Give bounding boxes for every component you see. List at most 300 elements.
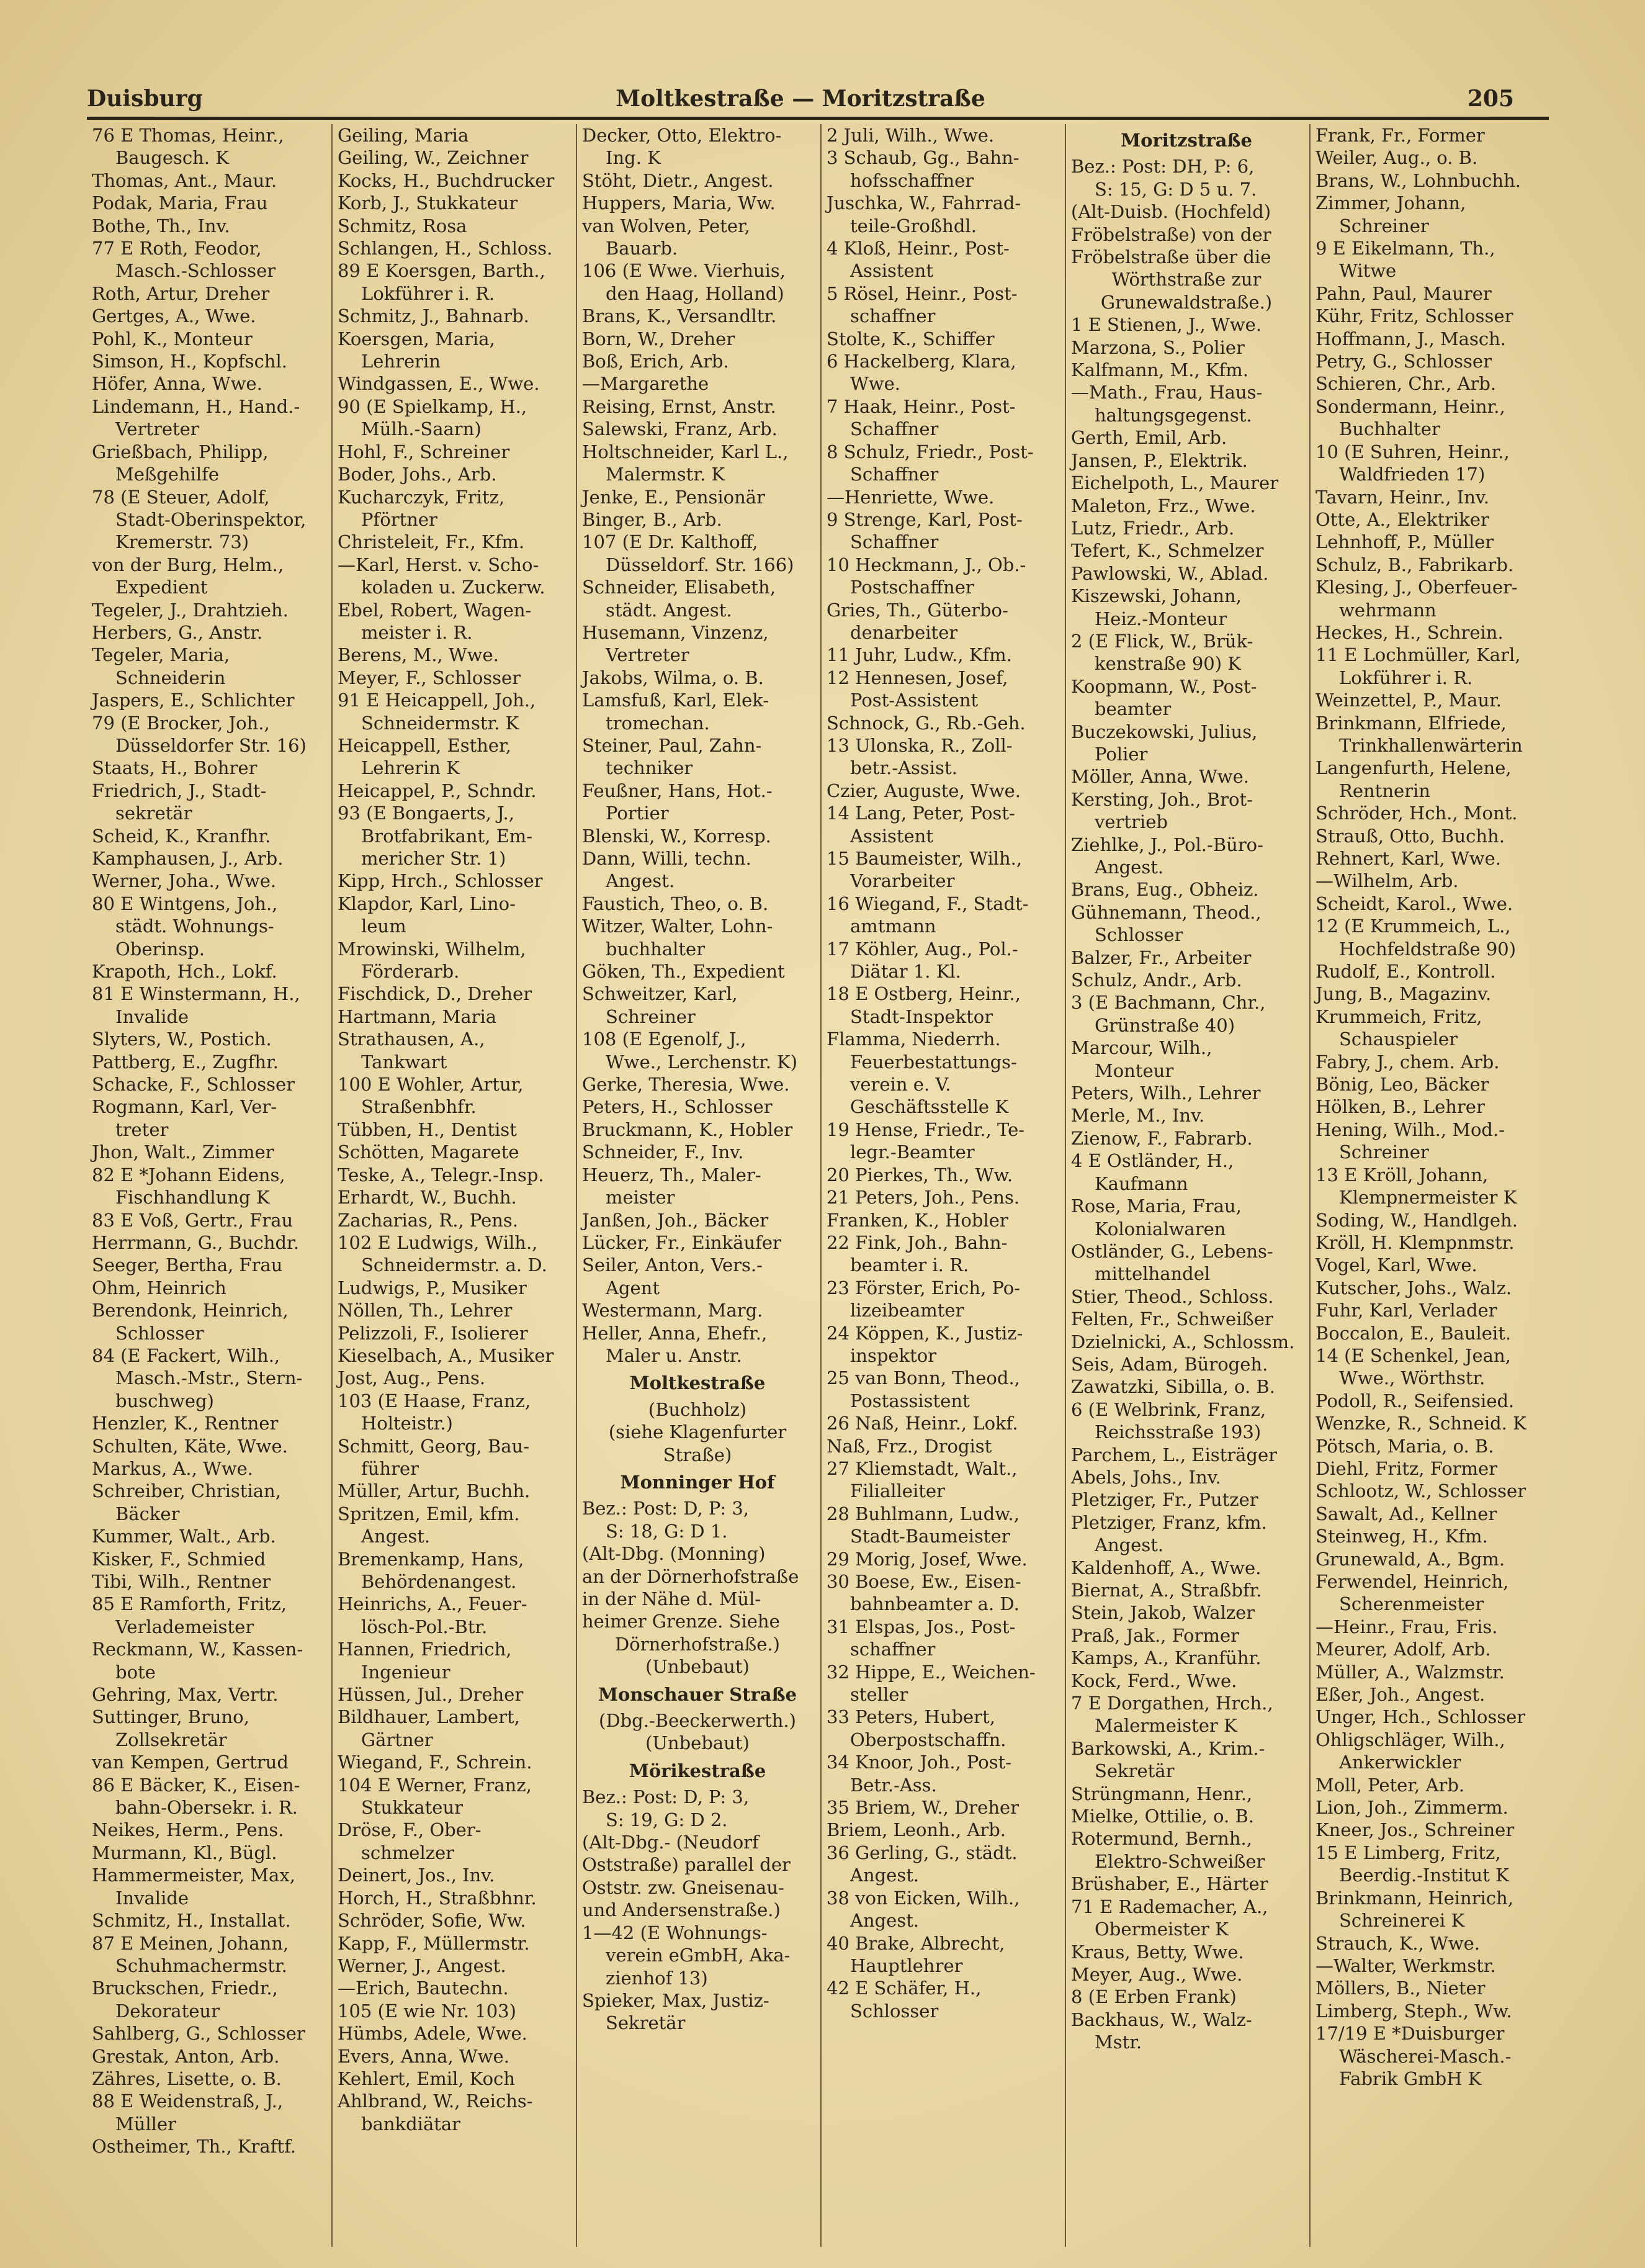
directory-line: Holteistr.) (361, 1413, 453, 1434)
directory-line: Hoffmann, J., Masch. (1316, 328, 1506, 349)
directory-line: Limberg, Steph., Ww. (1316, 2000, 1512, 2022)
directory-line: Stier, Theod., Schloss. (1071, 1285, 1274, 1307)
directory-line: Schneider, Elisabeth, (582, 577, 776, 598)
directory-line: Stein, Jakob, Walzer (1071, 1602, 1255, 1624)
directory-line: Kehlert, Emil, Koch (338, 2068, 516, 2089)
directory-line: in der Nähe d. Mül- (582, 1588, 761, 1609)
directory-line: Pawlowski, W., Ablad. (1071, 562, 1269, 584)
directory-line: Soding, W., Handlgeh. (1316, 1209, 1518, 1231)
directory-line: 71 E Rademacher, A., (1071, 1896, 1268, 1917)
directory-line: 12 Hennesen, Josef, (827, 667, 1008, 688)
directory-line: Hümbs, Adele, Wwe. (338, 2023, 527, 2045)
directory-line: Müller, A., Walzmstr. (1316, 1661, 1505, 1683)
directory-line: S: 18, G: D 1. (606, 1520, 728, 1542)
directory-line: 93 (E Bongaerts, J., (338, 803, 514, 824)
directory-line: Kucharczyk, Fritz, (338, 486, 505, 508)
directory-line: Invalide (115, 1006, 189, 1027)
directory-line: Bremenkamp, Hans, (338, 1548, 524, 1570)
directory-line: Lehrerin K (361, 757, 460, 779)
directory-line: Markus, A., Wwe. (92, 1457, 254, 1479)
directory-line: Tankwart (361, 1051, 447, 1073)
directory-line: Trinkhallenwärterin (1339, 734, 1523, 756)
directory-line: 3 Schaub, Gg., Bahn- (827, 147, 1020, 169)
directory-line: Hochfeldstraße 90) (1339, 938, 1517, 960)
directory-line: betr.-Assist. (850, 757, 957, 779)
directory-line: Langenfurth, Helene, (1316, 757, 1512, 779)
directory-line: Friedrich, J., Stadt- (92, 780, 267, 801)
directory-line: Praß, Jak., Former (1071, 1624, 1239, 1646)
directory-line: Tibi, Wilh., Rentner (92, 1571, 271, 1592)
directory-line: 9 E Eikelmann, Th., (1316, 238, 1495, 259)
directory-line: (Dbg.-Beeckerwerth.) (599, 1710, 796, 1732)
directory-line: 6 Hackelberg, Klara, (827, 351, 1016, 372)
directory-line: Bruckschen, Friedr., (92, 1978, 278, 1999)
directory-line: Herrmann, G., Buchdr. (92, 1231, 299, 1253)
column-6 (1309, 124, 1551, 2247)
directory-line: Meurer, Adolf, Arb. (1316, 1639, 1491, 1660)
directory-line: Postassistent (850, 1390, 970, 1411)
directory-line: Scherenmeister (1339, 1593, 1484, 1615)
directory-line: Malermstr. K (606, 464, 725, 485)
directory-line: —Heinr., Frau, Fris. (1316, 1616, 1498, 1637)
directory-line: van Kempen, Gertrud (92, 1752, 289, 1773)
directory-line: Klapdor, Karl, Lino- (338, 893, 516, 914)
directory-line: Schaffner (850, 418, 939, 440)
directory-line: 4 E Ostländer, H., (1071, 1150, 1234, 1172)
directory-line: Stadt-Oberinspektor, (115, 508, 307, 530)
column-2 (331, 124, 573, 2247)
directory-line: Feußner, Hans, Hot.- (582, 780, 773, 801)
directory-line: Flamma, Niederrh. (827, 1028, 1001, 1050)
directory-line: Meyer, F., Schlosser (338, 667, 521, 688)
directory-line: Brans, Eug., Obheiz. (1071, 879, 1259, 901)
directory-line: Geiling, W., Zeichner (338, 147, 529, 169)
street-heading: Monninger Hof (620, 1471, 775, 1493)
directory-line: Förderarb. (361, 961, 460, 983)
directory-line: Naß, Frz., Drogist (827, 1435, 992, 1457)
street-heading: Monschauer Straße (598, 1683, 797, 1705)
directory-line: Möller, Anna, Wwe. (1071, 766, 1250, 788)
directory-line: Salewski, Franz, Arb. (582, 418, 778, 440)
directory-line: städt. Wohnungs- (115, 916, 274, 937)
directory-line: Düsseldorfer Str. 16) (115, 734, 307, 756)
directory-line: Fröbelstraße) von der (1071, 223, 1271, 245)
directory-line: Maler u. Anstr. (606, 1344, 742, 1366)
directory-line: zienhof 13) (606, 1967, 708, 1989)
directory-line: 30 Boese, Ew., Eisen- (827, 1571, 1021, 1592)
directory-line: 82 E *Johann Eidens, (92, 1164, 285, 1186)
directory-line: Fabrik GmbH K (1339, 2068, 1482, 2089)
directory-line: an der Dörnerhofstraße (582, 1565, 799, 1587)
directory-line: 100 E Wohler, Artur, (338, 1074, 524, 1096)
directory-line: Tavarn, Heinr., Inv. (1316, 486, 1490, 508)
directory-line: Stolte, K., Schiffer (827, 328, 995, 349)
directory-line: Vogel, Karl, Wwe. (1316, 1254, 1477, 1276)
directory-line: 3 (E Bachmann, Chr., (1071, 992, 1266, 1014)
directory-line: Wenzke, R., Schneid. K (1316, 1413, 1526, 1434)
directory-line: 78 (E Steuer, Adolf, (92, 486, 270, 508)
directory-line: 22 Fink, Joh., Bahn- (827, 1231, 1008, 1253)
directory-line: 18 E Ostberg, Heinr., (827, 983, 1021, 1005)
directory-line: Schauspieler (1339, 1028, 1458, 1050)
directory-line: Düsseldorf. Str. 166) (606, 554, 794, 575)
directory-line: Jakobs, Wilma, o. B. (582, 667, 764, 688)
directory-line: Ingenieur (361, 1661, 450, 1683)
directory-line: kenstraße 90) K (1095, 653, 1241, 675)
directory-line: buchhalter (606, 938, 706, 960)
directory-line: Schneidermstr. a. D. (361, 1254, 547, 1276)
directory-line: Wwe., Wörthstr. (1339, 1367, 1486, 1389)
directory-line: Kneer, Jos., Schreiner (1316, 1819, 1515, 1841)
directory-line: bahnbeamter a. D. (850, 1593, 1020, 1615)
directory-line: Kraus, Betty, Wwe. (1071, 1941, 1244, 1963)
directory-line: Oberpostschaffn. (850, 1729, 1006, 1750)
directory-line: Boccalon, E., Bauleit. (1316, 1322, 1512, 1344)
directory-line: Hölken, B., Lehrer (1316, 1096, 1485, 1118)
directory-line: Kummer, Walt., Arb. (92, 1526, 276, 1547)
directory-line: Seeger, Bertha, Frau (92, 1254, 283, 1276)
directory-line: Sekretär (1095, 1760, 1175, 1782)
directory-line: Huppers, Maria, Ww. (582, 192, 776, 214)
directory-line: Henzler, K., Rentner (92, 1413, 279, 1434)
directory-line: Schacke, F., Schlosser (92, 1074, 295, 1096)
directory-line: Podoll, R., Seifensied. (1316, 1390, 1515, 1411)
directory-line: Bönig, Leo, Bäcker (1316, 1074, 1489, 1096)
directory-line: 103 (E Haase, Franz, (338, 1390, 531, 1411)
directory-line: Horch, H., Straßbhnr. (338, 1887, 537, 1909)
directory-line: Decker, Otto, Elektro- (582, 125, 782, 146)
directory-line: Pötsch, Maria, o. B. (1316, 1435, 1494, 1457)
directory-line: Masch.-Schlosser (115, 260, 276, 282)
directory-line: leum (361, 916, 406, 937)
directory-line: (Alt-Dbg.- (Neudorf (582, 1832, 759, 1853)
directory-line: Rotermund, Bernh., (1071, 1828, 1252, 1850)
directory-line: Schulz, B., Fabrikarb. (1316, 554, 1514, 575)
directory-line: Kolonialwaren (1095, 1218, 1226, 1240)
directory-line: heimer Grenze. Siehe (582, 1611, 780, 1632)
directory-line: Hannen, Friedrich, (338, 1639, 512, 1660)
directory-line: 10 (E Suhren, Heinr., (1316, 441, 1510, 462)
directory-line: tromechan. (606, 712, 710, 734)
directory-line: —Erich, Bautechn. (338, 1978, 509, 1999)
directory-line: Jaspers, E., Schlichter (92, 690, 295, 711)
directory-line: Heicappell, Esther, (338, 734, 511, 756)
directory-line: Podak, Maria, Frau (92, 192, 268, 214)
directory-line: Beerdig.-Institut K (1339, 1865, 1509, 1886)
directory-line: —Walter, Werkmstr. (1316, 1955, 1496, 1976)
directory-line: Schmitz, Rosa (338, 215, 467, 236)
directory-line: schaffner (850, 1639, 936, 1660)
directory-line: Schreiner (1339, 215, 1429, 236)
directory-line: Merle, M., Inv. (1071, 1105, 1205, 1127)
directory-line: Geschäftsstelle K (850, 1096, 1008, 1118)
directory-line: Mielke, Ottilie, o. B. (1071, 1806, 1254, 1827)
directory-line: Ohm, Heinrich (92, 1277, 226, 1298)
directory-line: Obermeister K (1095, 1919, 1229, 1940)
directory-line: Weinzettel, P., Maur. (1316, 690, 1502, 711)
directory-line: Lokführer i. R. (361, 282, 495, 304)
directory-line: Schlootz, W., Schlosser (1316, 1480, 1526, 1502)
directory-line: Vorarbeiter (850, 870, 955, 892)
directory-line: Steinweg, H., Kfm. (1316, 1526, 1488, 1547)
directory-line: bahn-Obersekr. i. R. (115, 1797, 298, 1819)
directory-line: Gühnemann, Theod., (1071, 901, 1262, 923)
directory-line: Schaffner (850, 464, 939, 485)
directory-line: Dekorateur (115, 2000, 220, 2022)
directory-line: Erhardt, W., Buchh. (338, 1187, 517, 1208)
directory-line: 1—42 (E Wohnungs- (582, 1922, 768, 1943)
directory-line: Zienow, F., Fabrarb. (1071, 1127, 1253, 1149)
directory-line: Lehrerin (361, 351, 441, 372)
directory-line: 104 E Werner, Franz, (338, 1774, 532, 1796)
directory-line: 14 Lang, Peter, Post- (827, 803, 1015, 824)
directory-line: Oberinsp. (115, 938, 205, 960)
directory-line: Sahlberg, G., Schlosser (92, 2023, 305, 2045)
directory-line: 32 Hippe, E., Weichen- (827, 1661, 1036, 1683)
directory-line: Oststraße) parallel der (582, 1854, 791, 1876)
directory-line: bankdiätar (361, 2113, 461, 2135)
directory-line: Heicappel, P., Schndr. (338, 780, 537, 801)
directory-line: 15 E Limberg, Fritz, (1316, 1842, 1501, 1863)
directory-line: 85 E Ramforth, Fritz, (92, 1593, 287, 1615)
directory-line: Lokführer i. R. (1339, 667, 1473, 688)
directory-line: Strauch, K., Wwe. (1316, 1932, 1481, 1954)
directory-line: Kapp, F., Müllermstr. (338, 1932, 530, 1954)
directory-line: 8 (E Erben Frank) (1071, 1986, 1237, 2008)
directory-line: Diehl, Fritz, Former (1316, 1457, 1498, 1479)
directory-line: Meyer, Aug., Wwe. (1071, 1963, 1243, 1985)
directory-line: Schreiner (606, 1006, 696, 1027)
directory-line: 38 von Eicken, Wilh., (827, 1887, 1020, 1909)
directory-line: Steiner, Paul, Zahn- (582, 734, 762, 756)
directory-line: Möllers, B., Nieter (1316, 1978, 1486, 1999)
directory-line: Christeleit, Fr., Kfm. (338, 531, 525, 553)
directory-line: 36 Gerling, G., städt. (827, 1842, 1018, 1863)
directory-line: Born, W., Dreher (582, 328, 735, 349)
directory-line: —Math., Frau, Haus- (1071, 382, 1263, 403)
directory-line: 31 Elspas, Jos., Post- (827, 1616, 1016, 1637)
directory-line: (Unbebaut) (645, 1732, 750, 1754)
directory-line: Tübben, H., Dentist (338, 1118, 517, 1140)
directory-line: 102 E Ludwigs, Wilh., (338, 1231, 538, 1253)
directory-line: Thomas, Ant., Maur. (92, 169, 277, 191)
directory-line: Meßgehilfe (115, 464, 220, 485)
directory-line: Post-Assistent (850, 690, 979, 711)
directory-line: 83 E Voß, Gertr., Frau (92, 1209, 294, 1231)
directory-line: 24 Köppen, K., Justiz- (827, 1322, 1023, 1344)
directory-line: 23 Förster, Erich, Po- (827, 1277, 1021, 1298)
directory-line: Brinkmann, Elfriede, (1316, 712, 1507, 734)
directory-line: Staats, H., Bohrer (92, 757, 258, 779)
directory-line: Kamphausen, J., Arb. (92, 848, 284, 869)
directory-line: 7 Haak, Heinr., Post- (827, 395, 1016, 417)
directory-line: Schröder, Hch., Mont. (1316, 803, 1518, 824)
directory-line: Polier (1095, 743, 1148, 765)
directory-line: Feuerbestattungs- (850, 1051, 1017, 1073)
directory-line: 19 Hense, Friedr., Te- (827, 1118, 1025, 1140)
directory-line: Vertreter (606, 644, 689, 666)
directory-line: Abels, Johs., Inv. (1071, 1466, 1221, 1488)
directory-line: sekretär (115, 803, 192, 824)
directory-line: Mrowinski, Wilhelm, (338, 938, 526, 960)
directory-line: S: 19, G: D 2. (606, 1809, 728, 1830)
directory-line: Angest. (1095, 1534, 1164, 1556)
directory-line: Maleton, Frz., Wwe. (1071, 495, 1256, 516)
directory-line: bote (115, 1661, 156, 1683)
directory-line: Ankerwickler (1339, 1752, 1461, 1773)
directory-line: Schuhmachermstr. (115, 1955, 287, 1976)
directory-line: Fischhandlung K (115, 1187, 270, 1208)
directory-line: Brans, W., Lohnbuchh. (1316, 169, 1521, 191)
directory-line: Strauß, Otto, Buchh. (1316, 825, 1505, 847)
directory-line: Hammermeister, Max, (92, 1865, 295, 1886)
directory-line: Rudolf, E., Kontroll. (1316, 961, 1496, 983)
directory-line: Heiz.-Monteur (1095, 608, 1227, 629)
directory-line: Betr.-Ass. (850, 1774, 937, 1796)
directory-line: 28 Buhlmann, Ludw., (827, 1503, 1020, 1524)
directory-line: Ferwendel, Heinrich, (1316, 1571, 1509, 1592)
directory-line: Kremerstr. 73) (115, 531, 249, 553)
directory-line: Kersting, Joh., Brot- (1071, 788, 1253, 810)
column-3 (576, 124, 818, 2247)
directory-line: 11 E Lochmüller, Karl, (1316, 644, 1521, 666)
directory-line: —Wilhelm, Arb. (1316, 870, 1459, 892)
directory-line: 2 (E Flick, W., Brük- (1071, 630, 1253, 652)
directory-line: Kalfmann, M., Kfm. (1071, 359, 1249, 381)
directory-line: Schreiner (1339, 1141, 1429, 1163)
directory-line: Waldfrieden 17) (1339, 464, 1486, 485)
directory-line: Blenski, W., Korresp. (582, 825, 771, 847)
directory-line: Oststr. zw. Gneisenau- (582, 1876, 784, 1898)
directory-line: Schlosser (850, 2000, 939, 2022)
directory-line: den Haag, Holland) (606, 282, 784, 304)
directory-line: Otte, A., Elektriker (1316, 508, 1489, 530)
directory-line: —Henriette, Wwe. (827, 486, 995, 508)
directory-line: Hartmann, Maria (338, 1006, 497, 1027)
directory-line: Berens, M., Wwe. (338, 644, 499, 666)
directory-line: Gerth, Emil, Arb. (1071, 427, 1227, 449)
directory-line: Rentnerin (1339, 780, 1430, 801)
directory-line: 107 (E Dr. Kalthoff, (582, 531, 758, 553)
directory-line: Brinkmann, Heinrich, (1316, 1887, 1513, 1909)
directory-line: Wörthstraße zur (1111, 269, 1262, 290)
directory-line: Strathausen, A., (338, 1028, 485, 1050)
directory-line: Faustich, Theo, o. B. (582, 893, 769, 914)
directory-line: Vertreter (115, 418, 199, 440)
directory-line: Weiler, Aug., o. B. (1316, 147, 1478, 169)
directory-line: 14 (E Schenkel, Jean, (1316, 1344, 1511, 1366)
directory-line: Hening, Wilh., Mod.- (1316, 1118, 1505, 1140)
directory-line: Schieren, Chr., Arb. (1316, 373, 1497, 395)
directory-line: verein e. V. (850, 1074, 951, 1096)
directory-line: Fischdick, D., Dreher (338, 983, 532, 1005)
directory-line: techniker (606, 757, 693, 779)
directory-line: Koopmann, W., Post- (1071, 675, 1257, 697)
directory-line: lizeibeamter (850, 1300, 964, 1321)
directory-line: Buchhalter (1339, 418, 1440, 440)
directory-line: (Buchholz) (648, 1398, 747, 1420)
directory-line: Assistent (850, 260, 934, 282)
directory-line: Kamps, A., Kranführ. (1071, 1647, 1262, 1669)
directory-line: Ing. K (606, 147, 661, 169)
directory-line: Moll, Peter, Arb. (1316, 1774, 1465, 1796)
directory-line: Berendonk, Heinrich, (92, 1300, 289, 1321)
directory-line: Masch.-Mstr., Stern- (115, 1367, 303, 1389)
directory-line: 80 E Wintgens, Joh., (92, 893, 278, 914)
directory-line: Grunewald, A., Bgm. (1316, 1548, 1505, 1570)
directory-line: Korb, J., Stukkateur (338, 192, 518, 214)
directory-line: Unger, Hch., Schlosser (1316, 1706, 1526, 1728)
directory-line: Invalide (115, 1887, 189, 1909)
directory-line: 25 van Bonn, Theod., (827, 1367, 1020, 1389)
directory-line: Deinert, Jos., Inv. (338, 1865, 495, 1886)
directory-line: —Margarethe (582, 373, 709, 395)
header-street-range: Moltkestraße — Moritzstraße (616, 86, 985, 112)
directory-line: Schmitz, J., Bahnarb. (338, 305, 529, 327)
directory-line: Gehring, Max, Vertr. (92, 1684, 279, 1706)
directory-line: Heinrichs, A., Feuer- (338, 1593, 527, 1615)
directory-line: und Andersenstraße.) (582, 1899, 781, 1921)
page-number: 205 (1467, 86, 1514, 112)
directory-line: Zimmer, Johann, (1316, 192, 1466, 214)
directory-line: Zollsekretär (115, 1729, 227, 1750)
directory-line: Lücker, Fr., Einkäufer (582, 1231, 781, 1253)
directory-line: Göken, Th., Expedient (582, 961, 785, 983)
directory-line: Biernat, A., Straßbfr. (1071, 1580, 1262, 1601)
page-header (87, 86, 1514, 115)
directory-line: Hauptlehrer (850, 1955, 963, 1976)
directory-line: Mstr. (1095, 2032, 1142, 2053)
directory-line: Rose, Maria, Frau, (1071, 1195, 1242, 1217)
directory-line: 1 E Stienen, J., Wwe. (1071, 314, 1262, 336)
directory-line: Grünstraße 40) (1095, 1014, 1235, 1036)
directory-line: koladen u. Zuckerw. (361, 577, 545, 598)
directory-line: 89 E Koersgen, Barth., (338, 260, 545, 282)
directory-line: Ohligschläger, Wilh., (1316, 1729, 1505, 1750)
directory-line: Wäscherei-Masch.- (1339, 2045, 1512, 2067)
directory-line: 11 Juhr, Ludw., Kfm. (827, 644, 1012, 666)
directory-line: lösch-Pol.-Btr. (361, 1616, 488, 1637)
directory-line: 27 Kliemstadt, Walt., (827, 1457, 1018, 1479)
directory-line: Dann, Willi, techn. (582, 848, 751, 869)
directory-line: Zawatzki, Sibilla, o. B. (1071, 1376, 1275, 1398)
directory-line: Lion, Joh., Zimmerm. (1316, 1797, 1508, 1819)
directory-line: Slyters, W., Postich. (92, 1028, 272, 1050)
directory-line: beamter (1095, 698, 1172, 720)
directory-line: Janßen, Joh., Bäcker (582, 1209, 769, 1231)
directory-line: Kiszewski, Johann, (1071, 585, 1242, 607)
directory-line: 16 Wiegand, F., Stadt- (827, 893, 1029, 914)
directory-line: Brotfabrikant, Em- (361, 825, 533, 847)
directory-line: Schmitz, H., Installat. (92, 1910, 291, 1932)
directory-line: Heller, Anna, Ehefr., (582, 1322, 768, 1344)
directory-line: Scheidt, Karol., Wwe. (1316, 893, 1513, 914)
directory-line: 10 Heckmann, J., Ob.- (827, 554, 1026, 575)
directory-line: Kipp, Hrch., Schlosser (338, 870, 543, 892)
directory-line: Schneiderin (115, 667, 226, 688)
directory-line: hofsschaffner (850, 169, 974, 191)
directory-line: Gärtner (361, 1729, 433, 1750)
directory-line: Fuhr, Karl, Verlader (1316, 1300, 1497, 1321)
directory-line: Postschaffner (850, 577, 974, 598)
directory-line: 17/19 E *Duisburger (1316, 2023, 1505, 2045)
directory-line: Eichelpoth, L., Maurer (1071, 472, 1279, 494)
directory-line: vertrieb (1095, 811, 1168, 833)
directory-line: 26 Naß, Heinr., Lokf. (827, 1413, 1018, 1434)
directory-line: Wiegand, F., Schrein. (338, 1752, 532, 1773)
directory-line: Sawalt, Ad., Kellner (1316, 1503, 1497, 1524)
directory-line: Ebel, Robert, Wagen- (338, 599, 532, 621)
